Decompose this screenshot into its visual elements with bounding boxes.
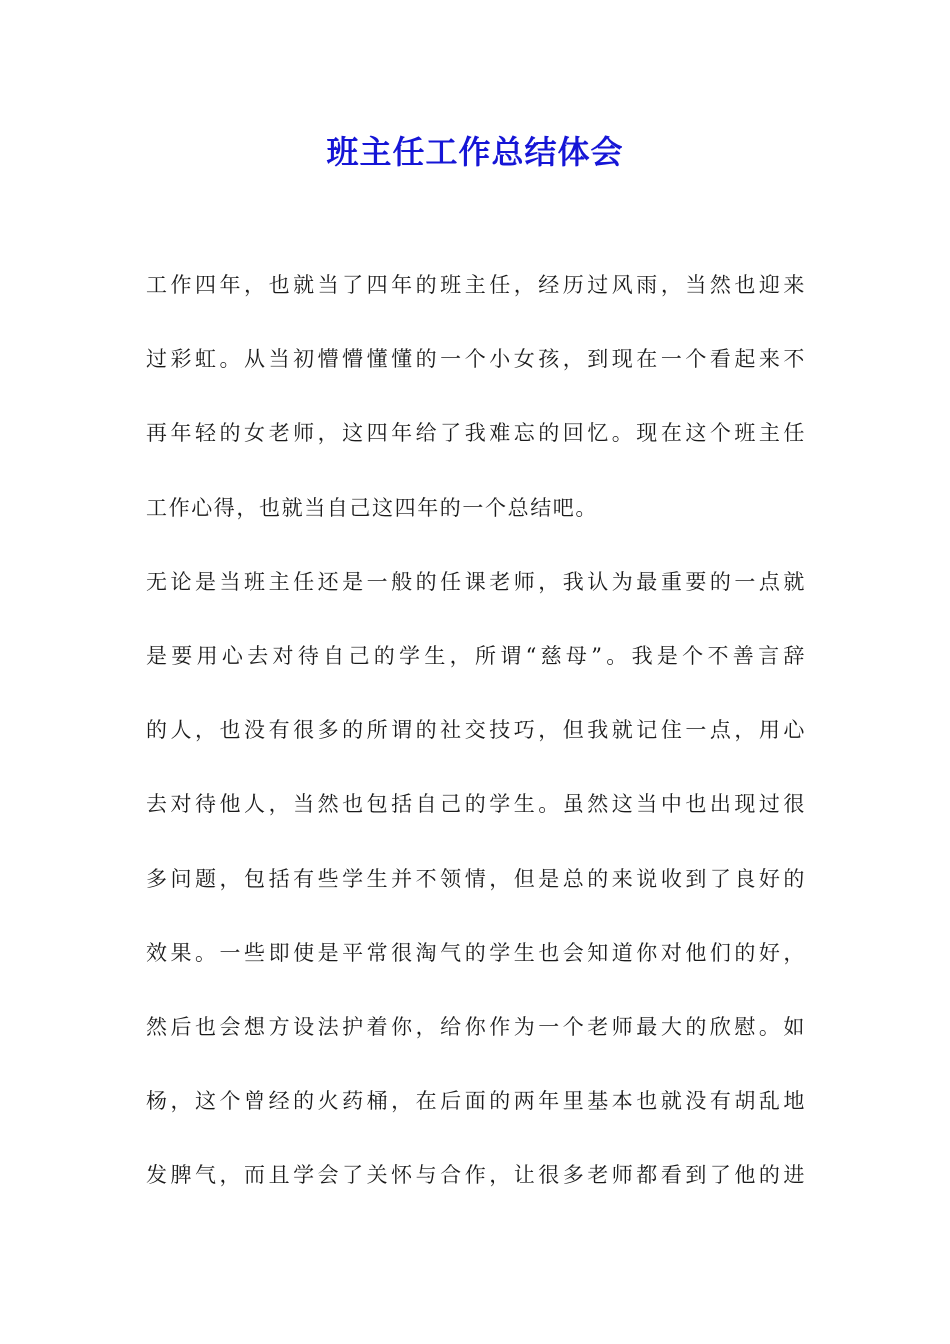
paragraph-1-line-1: 工作四年，也就当了四年的班主任，经历过风雨，当然也迎来 bbox=[146, 273, 806, 297]
paragraph-2-line-8: 杨，这个曾经的火药桶，在后面的两年里基本也就没有胡乱地 bbox=[146, 1089, 806, 1114]
paragraph-2-line-4: 去对待他人，当然也包括自己的学生。虽然这当中也出现过很 bbox=[146, 792, 806, 817]
paragraph-2-line-2: 是要用心去对待自己的学生，所谓“慈母”。我是个不善言辞 bbox=[146, 643, 806, 668]
paragraph-2-line-1: 无论是当班主任还是一般的任课老师，我认为最重要的一点就 bbox=[146, 569, 806, 594]
document-body bbox=[146, 265, 806, 1229]
paragraph-2-line-3: 的人，也没有很多的所谓的社交技巧，但我就记住一点，用心 bbox=[146, 718, 806, 743]
document-title: 班主任工作总结体会 bbox=[326, 133, 624, 171]
paragraph-2-line-7: 然后也会想方设法护着你，给你作为一个老师最大的欣慰。如 bbox=[146, 1014, 806, 1039]
paragraph-1-line-2: 过彩虹。从当初懵懵懂懂的一个小女孩，到现在一个看起来不 bbox=[146, 347, 806, 372]
paragraph-2-line-6: 效果。一些即使是平常很淘气的学生也会知道你对他们的好， bbox=[146, 940, 806, 965]
paragraph-1-line-4: 工作心得，也就当自己这四年的一个总结吧。 bbox=[146, 495, 598, 520]
paragraph-1-line-3: 再年轻的女老师，这四年给了我难忘的回忆。现在这个班主任 bbox=[146, 421, 806, 446]
paragraph-2-line-9: 发脾气，而且学会了关怀与合作，让很多老师都看到了他的进 bbox=[146, 1163, 806, 1188]
paragraph-2-line-5: 多问题，包括有些学生并不领情，但是总的来说收到了良好的 bbox=[146, 866, 806, 891]
